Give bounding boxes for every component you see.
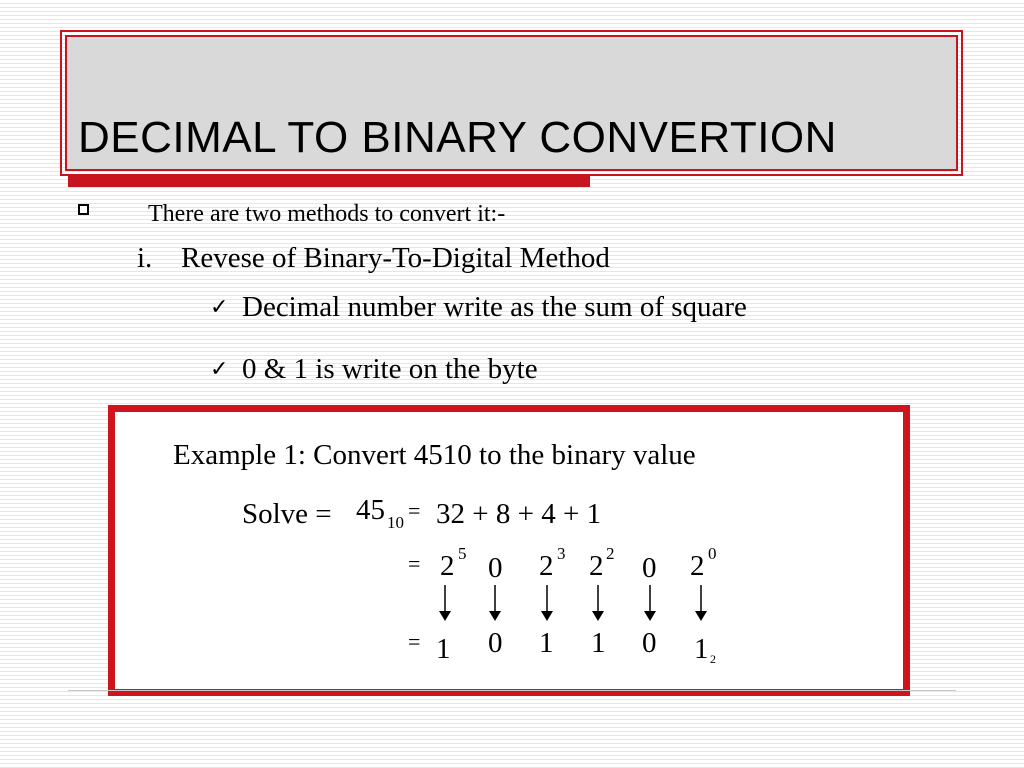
decimal-base: 10 — [387, 513, 404, 532]
solve-label: Solve = — [242, 498, 332, 530]
power-base: 0 — [488, 552, 503, 584]
down-arrow-icon — [540, 585, 554, 621]
checkmark-icon: ✓ — [210, 295, 229, 320]
binary-digit: 0 — [488, 627, 503, 659]
power-exponent: 2 — [606, 544, 615, 563]
sum-expression: 32 + 8 + 4 + 1 — [436, 498, 602, 530]
binary-digit: 1 — [436, 633, 451, 665]
decimal-number: 45 — [356, 494, 385, 526]
equals-sign: = — [408, 629, 421, 654]
down-arrow-icon — [438, 585, 452, 621]
equals-sign: = — [408, 551, 421, 576]
title-accent-bar — [68, 176, 590, 187]
binary-digit: 1 — [539, 627, 554, 659]
intro-text: There are two methods to convert it:- — [148, 201, 506, 227]
example-title: Example 1: Convert 4510 to the binary value — [173, 439, 696, 471]
bottom-rule — [68, 690, 956, 691]
method-label: Revese of Binary-To-Digital Method — [181, 242, 610, 274]
binary-digit: 1 — [694, 633, 709, 665]
power-exponent: 3 — [557, 544, 566, 563]
power-exponent: 5 — [458, 544, 467, 563]
binary-base: 2 — [710, 652, 716, 666]
binary-digit: 0 — [642, 627, 657, 659]
method-number: i. — [137, 242, 153, 274]
equals-sign: = — [408, 498, 421, 523]
slide-title: DECIMAL TO BINARY CONVERTION — [78, 113, 837, 162]
check-item-2: 0 & 1 is write on the byte — [242, 353, 538, 385]
power-base: 0 — [642, 552, 657, 584]
check-item-1: Decimal number write as the sum of square — [242, 291, 747, 323]
power-base: 2 — [539, 550, 554, 582]
down-arrow-icon — [488, 585, 502, 621]
binary-digit: 1 — [591, 627, 606, 659]
down-arrow-icon — [694, 585, 708, 621]
power-base: 2 — [589, 550, 604, 582]
checkmark-icon: ✓ — [210, 357, 229, 382]
down-arrow-icon — [643, 585, 657, 621]
power-base: 2 — [690, 550, 705, 582]
down-arrow-icon — [591, 585, 605, 621]
square-bullet-icon — [78, 204, 89, 215]
power-exponent: 0 — [708, 544, 717, 563]
power-base: 2 — [440, 550, 455, 582]
